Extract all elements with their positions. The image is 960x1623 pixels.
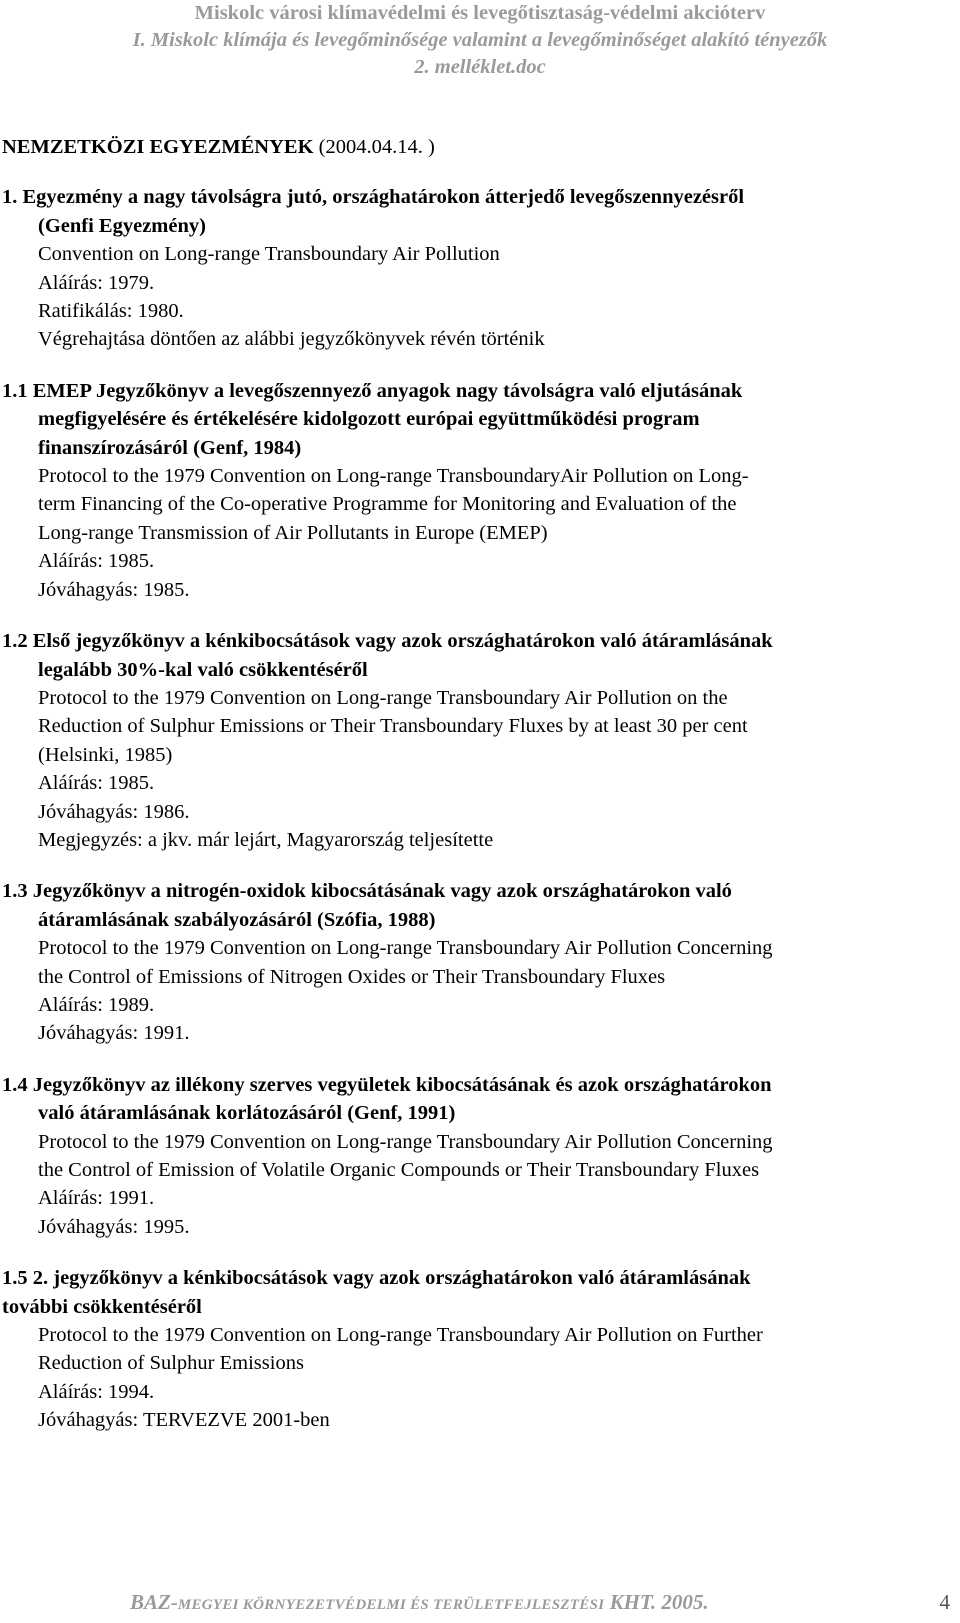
- page-number: 4: [939, 1590, 950, 1614]
- protocol-body-line: (Helsinki, 1985): [38, 743, 173, 766]
- protocol-title-line: 1.5 2. jegyzőkönyv a kénkibocsátások vagy azok országhatárokon való átáramlásának: [2, 1267, 751, 1290]
- protocol-body-line: Protocol to the 1979 Convention on Long-range Transboundary Air Pollution on Further: [38, 1324, 763, 1347]
- signature-date: Aláírás: 1985.: [38, 550, 155, 573]
- protocol-title-line: 1.2 Első jegyzőkönyv a kénkibocsátások vagy azok országhatárokon való átáramlásának: [2, 630, 773, 653]
- protocol-section-1-4: [2, 1071, 952, 1241]
- footer-org-name: MEGYEI KÖRNYEZETVÉDELMI ÉS TERÜLETFEJLESZTÉSI: [177, 1597, 605, 1613]
- protocol-title-line: további csökkentéséről: [2, 1295, 202, 1318]
- protocol-body-line: Long-range Transmission of Air Pollutants in Europe (EMEP): [38, 521, 548, 544]
- protocol-body-line: Protocol to the 1979 Convention on Long-range TransboundaryAir Pollution on Long-: [38, 465, 749, 488]
- protocol-body-line: the Control of Emissions of Nitrogen Oxides or Their Transboundary Fluxes: [38, 965, 666, 988]
- protocol-title-line: 1.4 Jegyzőkönyv az illékony szerves vegyületek kibocsátásának és azok országhatárokon: [2, 1073, 772, 1096]
- intro-line: Convention on Long-range Transboundary Air Pollution: [38, 243, 500, 266]
- protocol-section-1-2: [2, 627, 952, 854]
- header-subtitle: I. Miskolc klímája és levegőminősége valamint a levegőminőséget alakító tényezők: [132, 29, 828, 51]
- intro-line: Aláírás: 1979.: [38, 271, 155, 294]
- intro-title-line2: (Genfi Egyezmény): [38, 214, 206, 237]
- protocol-title-line: finanszírozásáról (Genf, 1984): [38, 436, 302, 459]
- intro-line: Ratifikálás: 1980.: [38, 300, 184, 323]
- document-title-text: NEMZETKÖZI EGYEZMÉNYEK: [2, 136, 314, 158]
- protocol-body-line: term Financing of the Co-operative Programme for Monitoring and Evaluation of the: [38, 493, 737, 516]
- protocol-section-1-1: [2, 377, 952, 604]
- signature-date: Aláírás: 1994.: [38, 1380, 155, 1403]
- document-title: [2, 133, 952, 161]
- document-date: (2004.04.14. ): [318, 136, 435, 158]
- approval-date: Jóváhagyás: TERVEZVE 2001-ben: [38, 1409, 330, 1432]
- protocol-body-line: Reduction of Sulphur Emissions: [38, 1352, 304, 1375]
- signature-date: Aláírás: 1985.: [38, 772, 155, 795]
- signature-date: Aláírás: 1991.: [38, 1187, 155, 1210]
- protocol-title-line: 1.1 EMEP Jegyzőkönyv a levegőszennyező anyagok nagy távolságra való eljutásának: [2, 379, 743, 402]
- document-body: [2, 133, 952, 1458]
- protocol-section-1-3: [2, 877, 952, 1047]
- protocol-body-line: the Control of Emission of Volatile Organic Compounds or Their Transboundary Fluxes: [38, 1159, 760, 1181]
- protocol-body-line: Reduction of Sulphur Emissions or Their Transboundary Fluxes by at least 30 per cent: [38, 715, 748, 738]
- header-filename: 2. melléklet.doc: [414, 56, 546, 78]
- protocol-title-line: átáramlásának szabályozásáról (Szófia, 1988): [38, 908, 436, 931]
- approval-date: Jóváhagyás: 1985.: [38, 578, 190, 601]
- protocol-title-line: való átáramlásának korlátozásáról (Genf, 1991): [38, 1102, 456, 1125]
- header-title: Miskolc városi klímavédelmi és levegőtisztaság-védelmi akcióterv: [194, 2, 766, 24]
- protocol-note: Megjegyzés: a jkv. már lejárt, Magyarország teljesítette: [38, 828, 494, 851]
- protocol-title-line: legalább 30%-kal való csökkentéséről: [38, 658, 368, 681]
- protocol-body-line: Protocol to the 1979 Convention on Long-range Transboundary Air Pollution Concerning: [38, 937, 773, 960]
- signature-date: Aláírás: 1989.: [38, 993, 155, 1016]
- protocol-title-line: megfigyelésére és értékelésére kidolgozott európai együttműködési program: [38, 408, 700, 431]
- intro-title-line1: 1. Egyezmény a nagy távolságra jutó, országhatárokon átterjedő levegőszennyezésről: [2, 186, 745, 209]
- intro-section: [2, 183, 952, 353]
- approval-date: Jóváhagyás: 1995.: [38, 1215, 190, 1238]
- page-footer: [130, 1590, 950, 1620]
- approval-date: Jóváhagyás: 1986.: [38, 800, 190, 823]
- page-header: [0, 0, 960, 81]
- protocol-title-line: 1.3 Jegyzőkönyv a nitrogén-oxidok kibocsátásának vagy azok országhatárokon való: [2, 880, 732, 903]
- protocol-section-1-5: [2, 1264, 952, 1434]
- footer-org-prefix: BAZ-: [130, 1590, 178, 1614]
- intro-line: Végrehajtása döntően az alábbi jegyzőkönyvek révén történik: [38, 328, 545, 351]
- protocol-body-line: Protocol to the 1979 Convention on Long-range Transboundary Air Pollution Concerning: [38, 1130, 773, 1153]
- approval-date: Jóváhagyás: 1991.: [38, 1022, 190, 1045]
- footer-org-suffix: KHT. 2005.: [609, 1590, 709, 1614]
- protocol-body-line: Protocol to the 1979 Convention on Long-range Transboundary Air Pollution on the: [38, 686, 728, 709]
